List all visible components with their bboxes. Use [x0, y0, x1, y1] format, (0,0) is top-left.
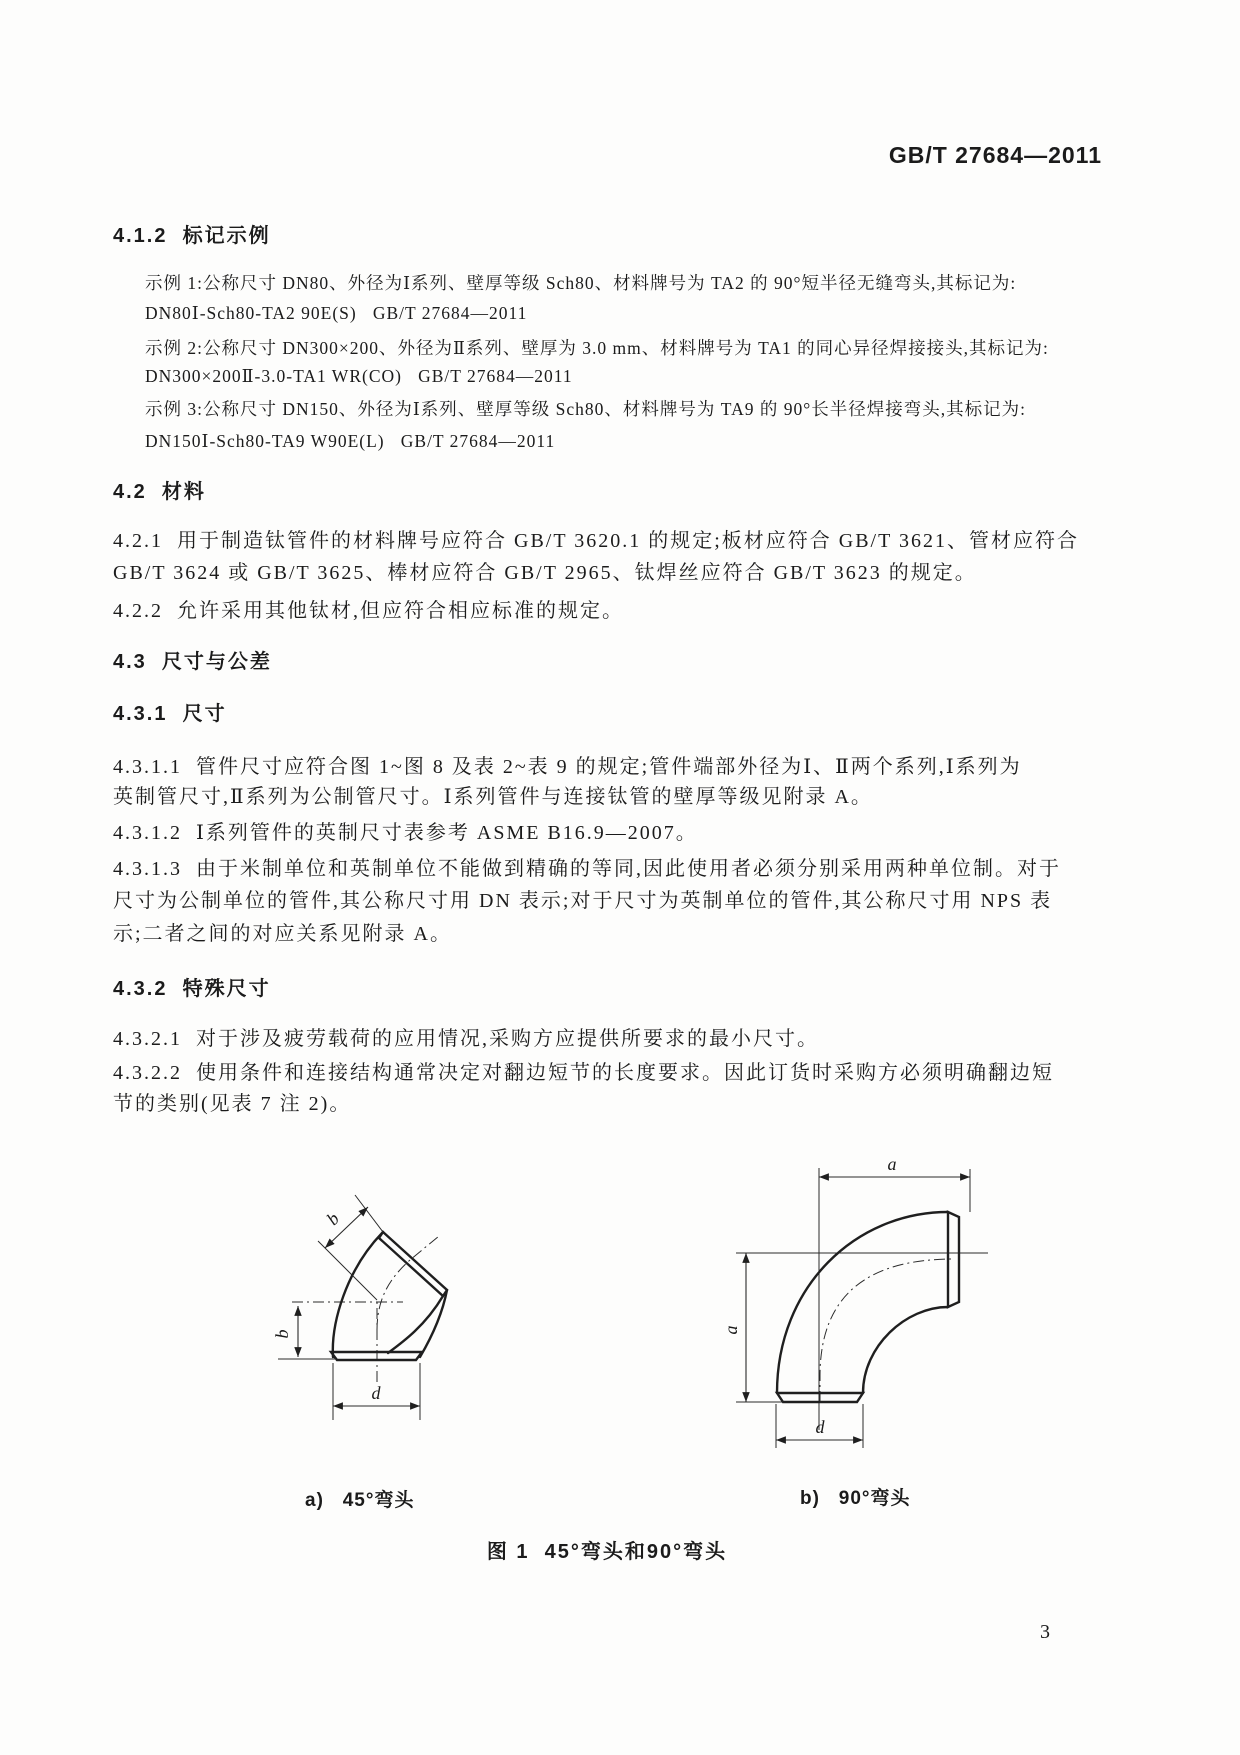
dim-label-a-left: a — [721, 1325, 741, 1335]
elbow-45-drawing — [240, 1130, 500, 1460]
dim-label-d-45: d — [371, 1383, 381, 1403]
clause-heading-4-3-1: 4.3.1 尺寸 — [113, 703, 227, 725]
figure-1-caption: 图 1 45°弯头和90°弯头 — [486, 1541, 728, 1563]
clause-4-3-1-3-line-2: 尺寸为公制单位的管件,其公称尺寸用 DN 表示;对于尺寸为英制单位的管件,其公称尺寸用 NPS 表 — [113, 890, 1053, 912]
example-1-description: 示例 1:公称尺寸 DN80、外径为Ⅰ系列、壁厚等级 Sch80、材料牌号为 TA2 的 90°短半径无缝弯头,其标记为: — [145, 273, 1017, 293]
elbow90-inner-arc — [863, 1307, 948, 1393]
clause-heading-4-3: 4.3 尺寸与公差 — [113, 651, 272, 673]
standard-number: GB/T 27684—2011 — [888, 142, 1102, 168]
elbow45-ext-line-face — [355, 1195, 383, 1232]
clause-4-3-1-1-line-1: 4.3.1.1 管件尺寸应符合图 1~图 8 及表 2~表 9 的规定;管件端部外径为Ⅰ、Ⅱ两个系列,Ⅰ系列为 — [113, 756, 1022, 778]
dim-label-b-axial: b — [322, 1208, 344, 1230]
clause-4-2-2: 4.2.2 允许采用其他钛材,但应符合相应标准的规定。 — [113, 600, 624, 622]
clause-heading-4-3-2: 4.3.2 特殊尺寸 — [113, 978, 271, 1000]
clause-4-3-2-2-line-2: 节的类别(见表 7 注 2)。 — [113, 1093, 352, 1115]
example-3-description: 示例 3:公称尺寸 DN150、外径为Ⅰ系列、壁厚等级 Sch80、材料牌号为 TA9 的 90°长半径焊接弯头,其标记为: — [145, 399, 1026, 419]
elbow-90-drawing — [720, 1138, 1000, 1473]
clause-heading-4-2: 4.2 材料 — [113, 481, 206, 503]
dim-label-a-top: a — [887, 1154, 897, 1174]
figure-sublabel-a: a) 45°弯头 — [305, 1490, 415, 1511]
elbow45-inner-curve — [388, 1296, 443, 1353]
clause-4-2-1-line-1: 4.2.1 用于制造钛管件的材料牌号应符合 GB/T 3620.1 的规定;板材应符合 GB/T 3621、管材应符合 — [113, 530, 1079, 552]
elbow90-centerline-arc — [820, 1259, 954, 1402]
clause-4-3-2-2-line-1: 4.3.2.2 使用条件和连接结构通常决定对翻边短节的长度要求。因此订货时采购方必须明确翻边短 — [113, 1062, 1054, 1084]
clause-4-3-2-1: 4.3.2.1 对于涉及疲劳载荷的应用情况,采购方应提供所要求的最小尺寸。 — [113, 1028, 819, 1050]
clause-4-2-1-line-2: GB/T 3624 或 GB/T 3625、棒材应符合 GB/T 2965、钛焊丝应符合 GB/T 3623 的规定。 — [113, 562, 977, 584]
clause-4-3-1-1-line-2: 英制管尺寸,Ⅱ系列为公制管尺寸。Ⅰ系列管件与连接钛管的壁厚等级见附录 A。 — [113, 786, 873, 808]
dim-label-d-90: d — [815, 1417, 825, 1437]
page-number: 3 — [1040, 1621, 1050, 1643]
dim-label-b-vertical: b — [272, 1329, 292, 1339]
clause-heading-4-1-2: 4.1.2 标记示例 — [113, 225, 271, 247]
elbow45-left-contour — [333, 1232, 383, 1357]
example-2-designation: DN300×200Ⅱ-3.0-TA1 WR(CO) GB/T 27684—2011 — [145, 366, 573, 386]
example-2-description: 示例 2:公称尺寸 DN300×200、外径为Ⅱ系列、壁厚为 3.0 mm、材料牌号为 TA1 的同心异径焊接接头,其标记为: — [145, 338, 1049, 358]
elbow45-right-contour — [420, 1290, 447, 1357]
example-3-designation: DN150Ⅰ-Sch80-TA9 W90E(L) GB/T 27684—2011 — [145, 431, 556, 451]
clause-4-3-1-3-line-3: 示;二者之间的对应关系见附录 A。 — [113, 923, 452, 945]
elbow45-end-face — [379, 1232, 447, 1296]
clause-4-3-1-3-line-1: 4.3.1.3 由于米制单位和英制单位不能做到精确的等同,因此使用者必须分别采用两种单位制。对于 — [113, 858, 1061, 880]
clause-4-3-1-2: 4.3.1.2 Ⅰ系列管件的英制尺寸表参考 ASME B16.9—2007。 — [113, 822, 698, 844]
figure-sublabel-b: b) 90°弯头 — [800, 1488, 911, 1509]
example-1-designation: DN80Ⅰ-Sch80-TA2 90E(S) GB/T 27684—2011 — [145, 303, 528, 323]
elbow90-outer-arc — [777, 1212, 948, 1393]
